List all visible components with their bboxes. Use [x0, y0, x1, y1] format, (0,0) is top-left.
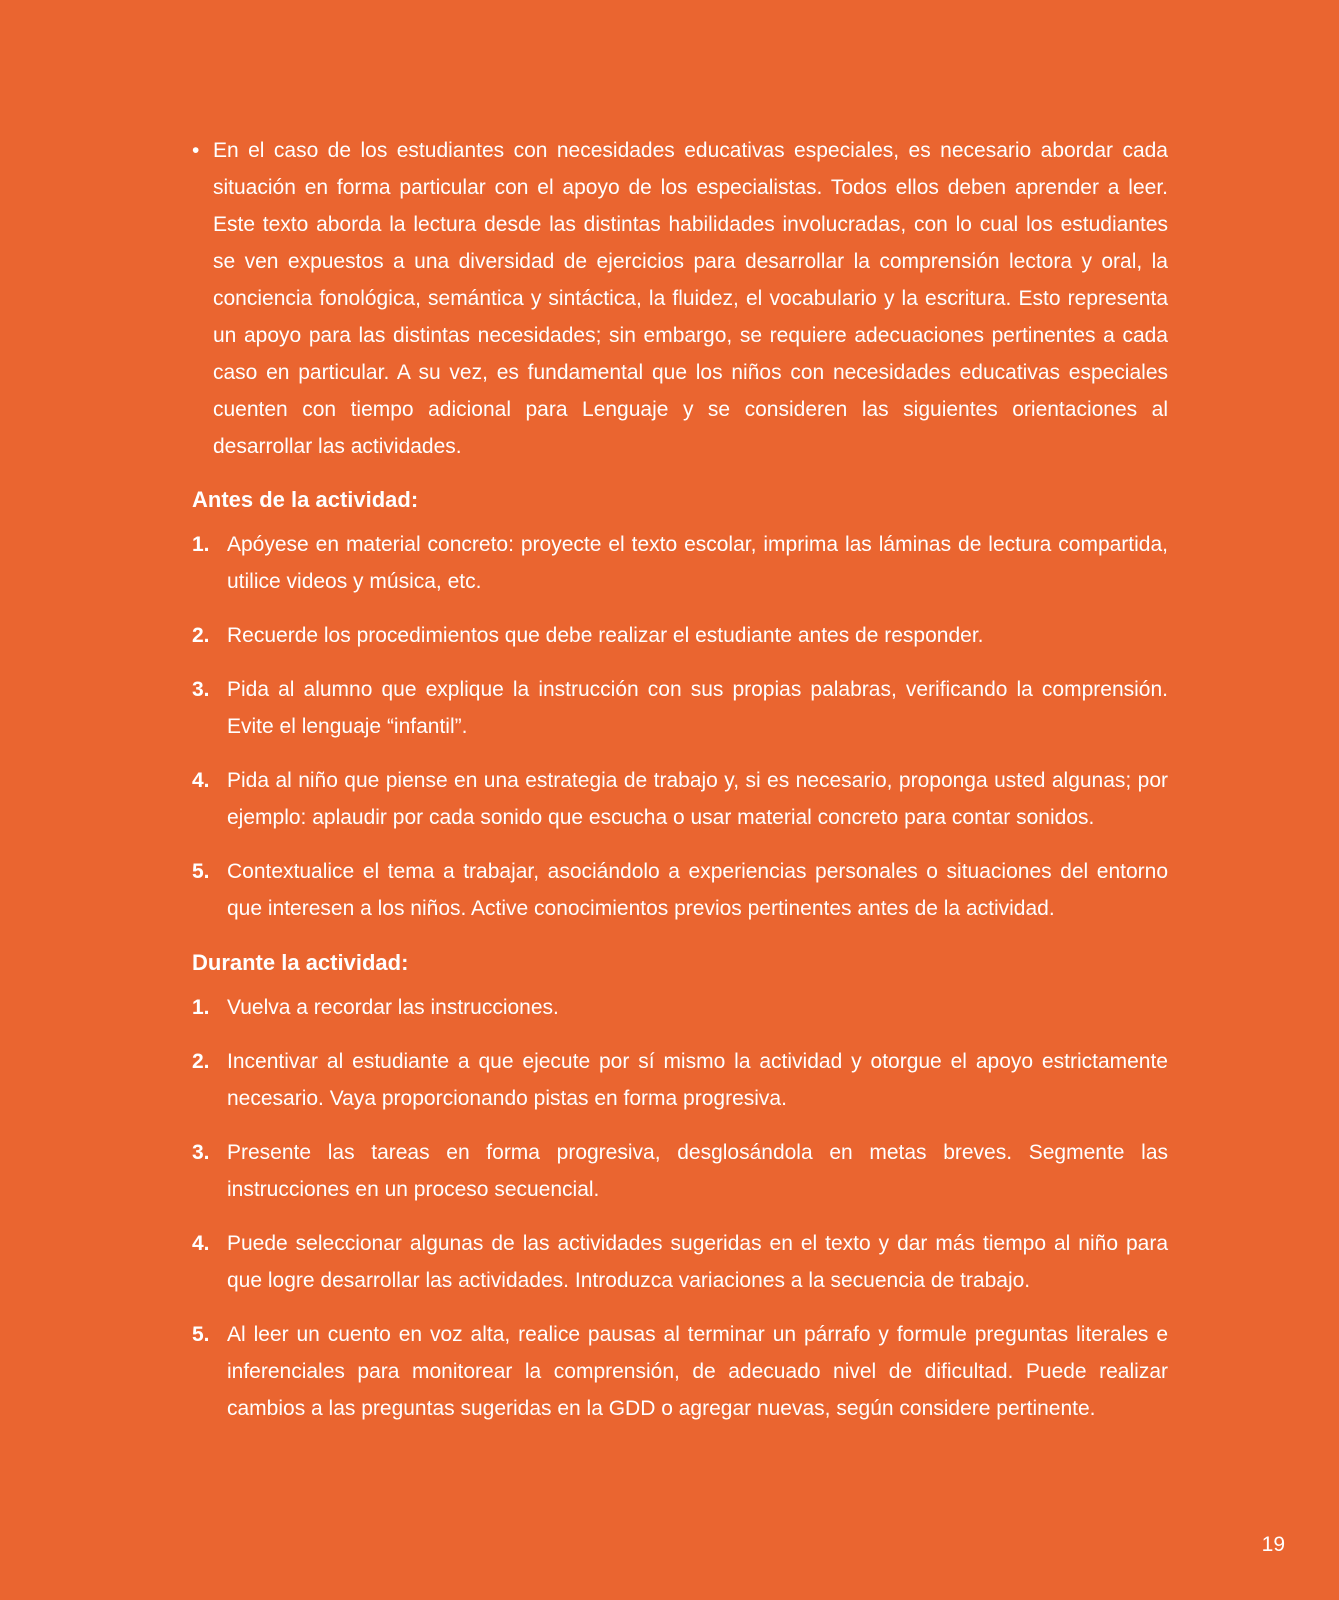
page-number: 19: [1261, 1533, 1285, 1556]
list-item: [192, 1316, 1168, 1427]
item-text: Al leer un cuento en voz alta, realice pausas al terminar un párrafo y formule preguntas literales e inferenciales para monitorear la comprensión, de adecuado nivel de dificultad. Puede realizar cambios a las preguntas sugeridas en la GDD o agregar nuevas, según considere pertinente.: [227, 1323, 1168, 1420]
item-number: 4.: [192, 1232, 210, 1255]
item-number: 3.: [192, 1141, 210, 1164]
list-item: [192, 1225, 1168, 1299]
intro-text: En el caso de los estudiantes con necesidades educativas especiales, es necesario abordar cada situación en forma particular con el apoyo de los especialistas. Todos ellos deben aprender a leer. Este texto aborda la lectura desde las distintas habilidades involucradas, con lo cual los estudiantes se ven expuestos a una diversidad de ejercicios para desarrollar la comprensión lectora y oral, la conciencia fonológica, semántica y sintáctica, la fluidez, el vocabulario y la escritura. Esto representa un apoyo para las distintas necesidades; sin embargo, se requiere adecuaciones pertinentes a cada caso en particular. A su vez, es fundamental que los niños con necesidades educativas especiales cuenten con tiempo adicional para Lenguaje y se consideren las siguientes orientaciones al desarrollar las actividades.: [213, 139, 1168, 458]
item-number: 2.: [192, 1050, 210, 1073]
list-item: [192, 853, 1168, 927]
item-number: 3.: [192, 678, 210, 701]
item-text: Puede seleccionar algunas de las actividades sugeridas en el texto y dar más tiempo al niño para que logre desarrollar las actividades. Introduzca variaciones a la secuencia de trabajo.: [227, 1232, 1168, 1292]
item-text: Apóyese en material concreto: proyecte el texto escolar, imprima las láminas de lectura compartida, utilice videos y música, etc.: [227, 533, 1168, 593]
item-text: Pida al niño que piense en una estrategia de trabajo y, si es necesario, proponga usted algunas; por ejemplo: aplaudir por cada sonido que escucha o usar material concreto para contar sonidos.: [227, 769, 1168, 829]
bullet-icon: •: [192, 139, 200, 162]
page-content: [192, 132, 1168, 1444]
item-text: Pida al alumno que explique la instrucción con sus propias palabras, verificando la comprensión. Evite el lenguaje “infantil”.: [227, 678, 1168, 738]
item-number: 5.: [192, 1323, 210, 1346]
before-activity-list: [192, 526, 1168, 927]
list-item: [192, 1043, 1168, 1117]
list-item: [192, 762, 1168, 836]
item-text: Incentivar al estudiante a que ejecute por sí mismo la actividad y otorgue el apoyo estrictamente necesario. Vaya proporcionando pistas en forma progresiva.: [227, 1050, 1168, 1110]
during-activity-heading: Durante la actividad:: [192, 950, 409, 975]
item-text: Recuerde los procedimientos que debe realizar el estudiante antes de responder.: [227, 624, 984, 647]
intro-paragraph: [192, 132, 1168, 465]
item-number: 1.: [192, 533, 210, 556]
item-number: 4.: [192, 769, 210, 792]
during-activity-list: [192, 989, 1168, 1427]
list-item: [192, 526, 1168, 600]
list-item: [192, 671, 1168, 745]
item-text: Vuelva a recordar las instrucciones.: [227, 996, 559, 1019]
list-item: [192, 617, 1168, 654]
item-number: 1.: [192, 996, 210, 1019]
item-text: Presente las tareas en forma progresiva, desglosándola en metas breves. Segmente las instrucciones en un proceso secuencial.: [227, 1141, 1168, 1201]
item-number: 5.: [192, 860, 210, 883]
list-item: [192, 1134, 1168, 1208]
item-text: Contextualice el tema a trabajar, asociándolo a experiencias personales o situaciones del entorno que interesen a los niños. Active conocimientos previos pertinentes antes de la actividad.: [227, 860, 1168, 920]
item-number: 2.: [192, 624, 210, 647]
list-item: [192, 989, 1168, 1026]
before-activity-heading: Antes de la actividad:: [192, 487, 419, 512]
